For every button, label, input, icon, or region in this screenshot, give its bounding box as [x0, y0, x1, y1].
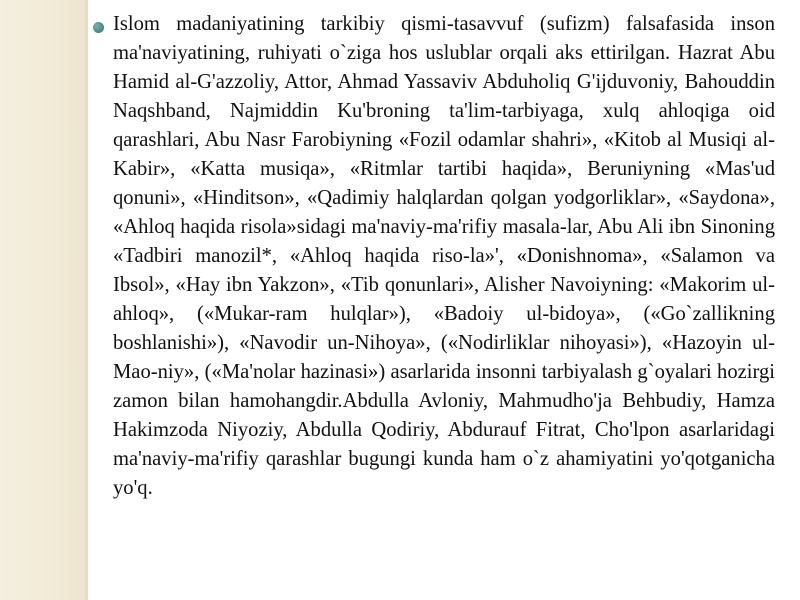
decorative-side-strip: [0, 0, 85, 600]
bullet-dot-icon: [93, 22, 104, 33]
slide-paragraph: Islom madaniyatining tarkibiy qismi-tasavvuf (sufizm) falsafasida inson ma'naviyatining, ruhiyati o`ziga hos uslublar orqali aks ettirilgan. Hazrat Abu Hamid al-G'azzoliy, Attor, Ahmad Yassaviv Abduholiq G'ijduvoniy, Bahouddin Naqshband, Najmiddin Ku'broning ta'lim-tarbiyaga, xulq ahloqiga oid qarashlari, Abu Nasr Farobiyning «Fozil odamlar shahri», «Kitob al Musiqi al-Kabir», «Katta musiqa», «Ritmlar tartibi haqida», Beruniyning «Mas'ud qonuni», «Hinditson», «Qadimiy halqlardan qolgan yodgorliklar», «Saydona», «Ahloq haqida risola»sidagi ma'naviy-ma'rifiy masala-lar, Abu Ali ibn Sinoning «Tadbiri manozil*, «Ahloq haqida riso-la»', «Donishnoma», «Salamon va Ibsol», «Hay ibn Yakzon», «Tib qonunlari», Alisher Navoiyning: «Makorim ul-ahloq», («Mukar-ram hulqlar»), «Badoiy ul-bidoya», («Go`zallikning boshlanishi»), «Navodir un-Nihoya», («Nodirliklar nihoyasi»), «Hazoyin ul-Mao-niy», («Ma'nolar hazinasi») asarlarida insonni tarbiyalash g`oyalari hozirgi zamon bilan hamohangdir.Abdulla Avloniy, Mahmudho'ja Behbudiy, Hamza Hakimzoda Niyoziy, Abdulla Qodiriy, Abdurauf Fitrat, Cho'lpon asarlaridagi ma'naviy-ma'rifiy qarashlar bugungi kunda ham o`z ahamiyatini yo'qotganicha yo'q.: [113, 13, 775, 499]
